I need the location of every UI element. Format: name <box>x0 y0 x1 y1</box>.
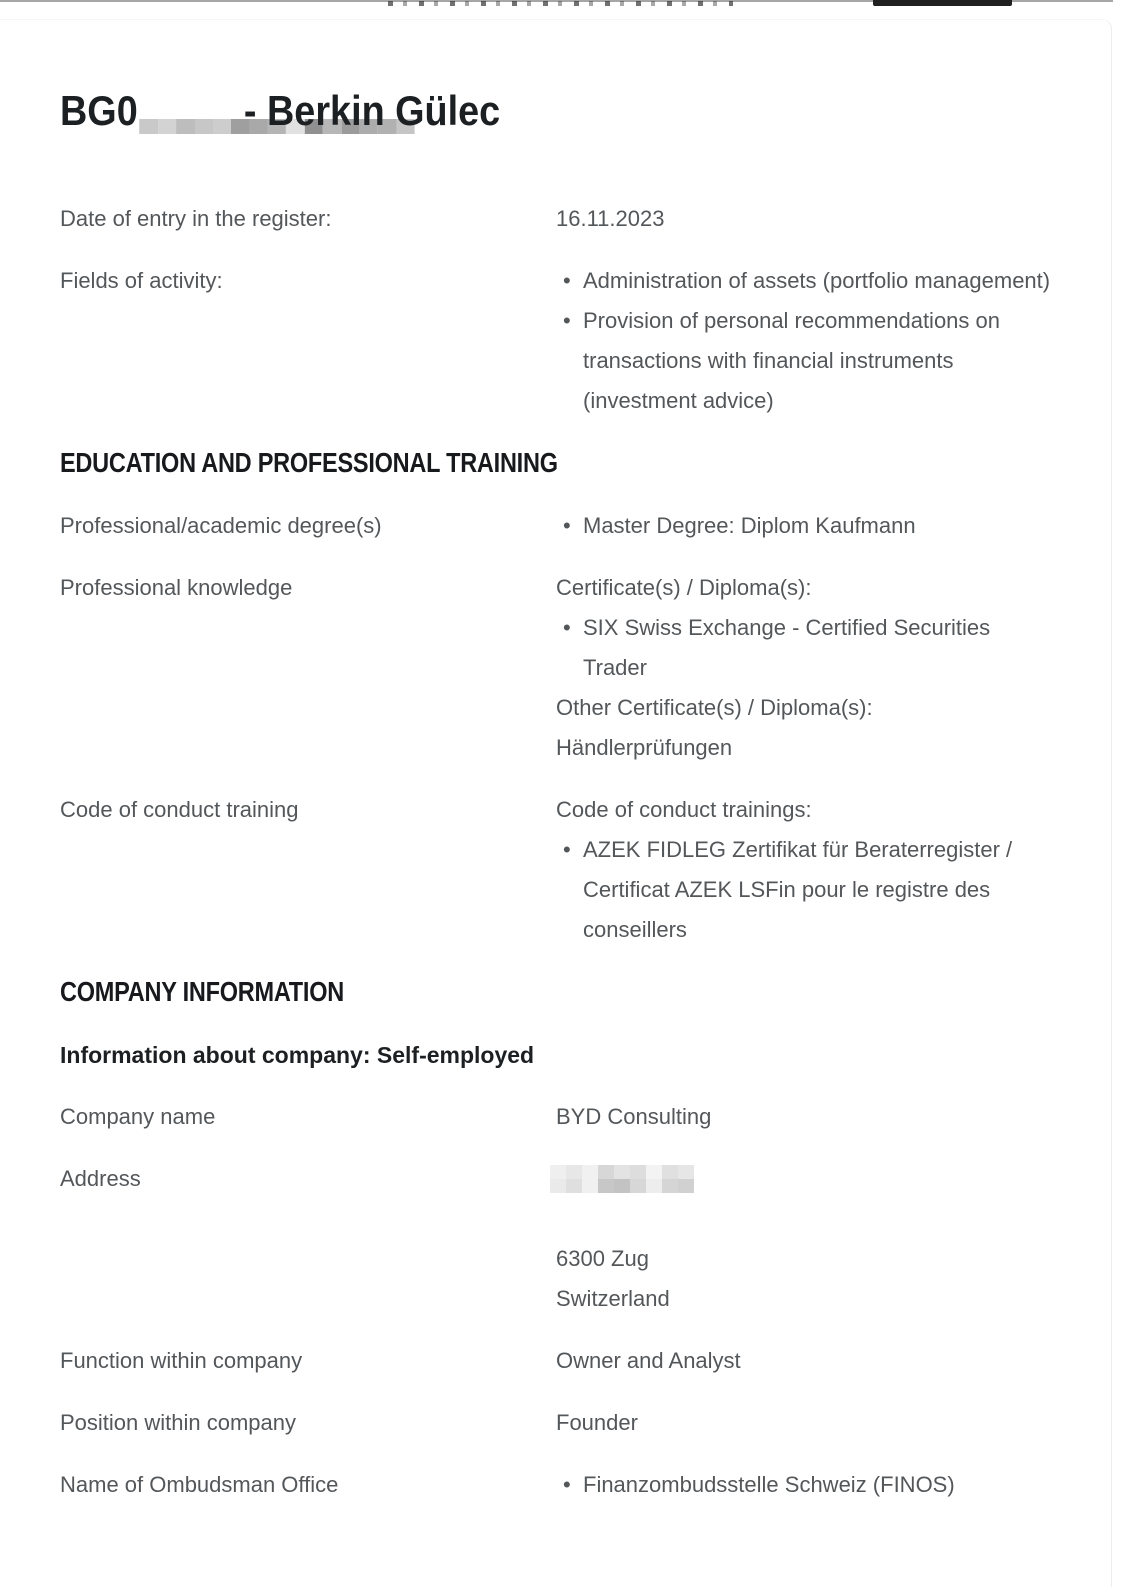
row-label: Address <box>60 1165 141 1191</box>
bullet-marker <box>556 830 583 950</box>
position-value: Founder <box>556 1409 638 1435</box>
row-value <box>556 1159 1056 1319</box>
row-label: Fields of activity: <box>60 267 223 293</box>
register-entry-card <box>0 19 1112 1587</box>
row-value <box>556 1097 1056 1137</box>
cut-off-text-remnant <box>388 1 733 6</box>
certificates-intro: Certificate(s) / Diploma(s): <box>556 574 812 600</box>
row-value <box>556 1465 1056 1505</box>
bullet-marker <box>556 608 583 688</box>
row-fields-of-activity <box>60 261 1054 421</box>
row-position <box>60 1403 1054 1443</box>
row-label: Date of entry in the register: <box>60 205 332 231</box>
row-ombudsman <box>60 1465 1054 1505</box>
bullet-marker <box>556 261 583 301</box>
address-country-line: Switzerland <box>556 1285 670 1311</box>
bullet-text: SIX Swiss Exchange - Certified Securities Trader <box>583 614 991 680</box>
row-value <box>556 568 1056 768</box>
company-subheading: Information about company: Self-employed <box>60 1041 535 1068</box>
bullet-item <box>556 506 1056 546</box>
register-entry-content <box>0 20 1111 1505</box>
bullet-item <box>556 608 1056 688</box>
viewport-top-edge <box>0 0 1121 20</box>
bullet-item <box>556 301 1056 421</box>
row-company-name <box>60 1097 1054 1137</box>
row-professional-knowledge <box>60 568 1054 768</box>
bullet-marker <box>556 1465 583 1505</box>
other-certificates-intro: Other Certificate(s) / Diploma(s): <box>556 694 873 720</box>
conduct-trainings-intro: Code of conduct trainings: <box>556 796 812 822</box>
person-name: - Berkin Gülec <box>243 87 501 134</box>
bullet-text: Finanzombudsstelle Schweiz (FINOS) <box>583 1471 955 1497</box>
page-title <box>60 86 955 165</box>
row-label: Code of conduct training <box>60 796 299 822</box>
row-value <box>556 199 1056 239</box>
redacted-street <box>550 1165 694 1193</box>
company-name-value: BYD Consulting <box>556 1103 712 1129</box>
bullet-text: Provision of personal recommendations on transactions with financial instruments (investment advice) <box>583 307 1001 413</box>
section-heading-education: EDUCATION AND PROFESSIONAL TRAINING <box>60 446 558 478</box>
address-city-line: 6300 Zug <box>556 1245 649 1271</box>
row-label: Function within company <box>60 1347 303 1373</box>
row-address <box>60 1159 1054 1319</box>
bullet-item <box>556 830 1056 950</box>
row-value <box>556 261 1056 421</box>
row-code-of-conduct <box>60 790 1054 950</box>
row-label: Name of Ombudsman Office <box>60 1471 339 1497</box>
bullet-item <box>556 261 1056 301</box>
cut-off-header-bar <box>873 0 1012 6</box>
bullet-marker <box>556 506 583 546</box>
row-function <box>60 1341 1054 1381</box>
address-street-line <box>556 1159 1056 1199</box>
bullet-text: Master Degree: Diplom Kaufmann <box>583 512 916 538</box>
row-label: Company name <box>60 1103 216 1129</box>
function-value: Owner and Analyst <box>556 1347 741 1373</box>
row-value <box>556 790 1056 950</box>
bullet-text: Administration of assets (portfolio management) <box>583 267 1051 293</box>
other-certificates-value: Händlerprüfungen <box>556 734 733 760</box>
row-degrees <box>60 506 1054 546</box>
bullet-marker <box>556 301 583 421</box>
bullet-text: AZEK FIDLEG Zertifikat für Beraterregister / Certificat AZEK LSFin pour le registre des conseillers <box>583 836 1013 942</box>
register-id-prefix: BG0 <box>60 87 138 134</box>
row-value <box>556 1341 1056 1381</box>
bullet-item <box>556 1465 1056 1505</box>
row-label: Position within company <box>60 1409 297 1435</box>
date-of-entry-value: 16.11.2023 <box>556 205 665 231</box>
section-heading-company: COMPANY INFORMATION <box>60 975 344 1007</box>
row-label: Professional/academic degree(s) <box>60 512 382 538</box>
row-value <box>556 506 1056 546</box>
redacted-register-id <box>140 119 232 165</box>
row-date-of-entry <box>60 199 1054 239</box>
row-label: Professional knowledge <box>60 574 293 600</box>
address-blank-line <box>556 1199 1056 1239</box>
row-value <box>556 1403 1056 1443</box>
